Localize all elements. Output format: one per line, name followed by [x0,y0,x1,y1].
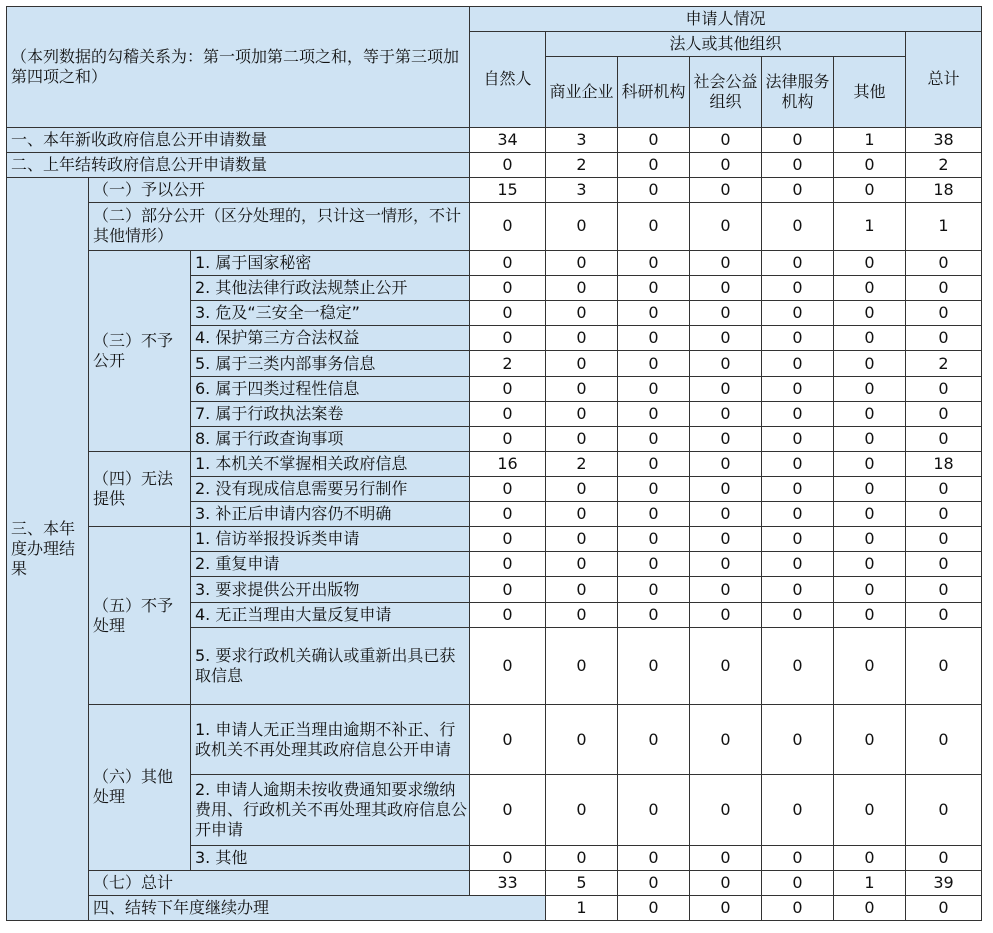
value-cell: 0 [834,177,906,202]
value-cell: 0 [618,705,690,775]
value-cell: 0 [906,301,982,326]
value-cell: 0 [618,845,690,870]
value-cell: 0 [618,627,690,704]
value-cell: 0 [618,202,690,250]
value-cell: 0 [618,351,690,376]
value-cell: 0 [762,326,834,351]
label-no-handle: （五）不予处理 [89,527,191,705]
value-cell: 0 [470,376,546,401]
value-cell: 0 [834,775,906,845]
value-cell: 0 [762,627,834,704]
value-cell: 0 [470,202,546,250]
label-np5: 5. 属于三类内部事务信息 [191,351,470,376]
value-cell: 0 [906,426,982,451]
value-cell: 0 [546,845,618,870]
header-legal-group: 法人或其他组织 [546,32,906,57]
header-business: 商业企业 [546,57,618,127]
value-cell: 0 [906,376,982,401]
value-cell: 0 [690,351,762,376]
value-cell: 0 [834,251,906,276]
value-cell: 0 [470,401,546,426]
value-cell: 0 [618,895,690,920]
value-cell: 0 [690,870,762,895]
value-cell: 0 [470,276,546,301]
value-cell: 0 [546,376,618,401]
value-cell: 0 [690,527,762,552]
value-cell: 0 [834,451,906,476]
value-cell: 0 [690,477,762,502]
label-oh2: 2. 申请人逾期未按收费通知要求缴纳费用、行政机关不再处理其政府信息公开申请 [191,775,470,845]
label-carried-over: 二、上年结转政府信息公开申请数量 [7,152,470,177]
value-cell: 0 [546,552,618,577]
value-cell: 0 [546,602,618,627]
value-cell: 0 [470,577,546,602]
value-cell: 16 [470,451,546,476]
value-cell: 0 [618,152,690,177]
value-cell: 0 [834,326,906,351]
value-cell: 0 [546,477,618,502]
value-cell: 0 [618,577,690,602]
value-cell: 0 [470,251,546,276]
value-cell: 0 [690,602,762,627]
disclosure-stats-table [6,6,982,921]
value-cell: 0 [762,301,834,326]
value-cell: 0 [690,895,762,920]
label-np7: 7. 属于行政执法案卷 [191,401,470,426]
row-partial [7,202,982,250]
value-cell: 0 [834,895,906,920]
value-cell: 0 [618,602,690,627]
row-u1 [7,451,982,476]
value-cell: 0 [762,351,834,376]
value-cell: 0 [834,477,906,502]
value-cell: 0 [834,845,906,870]
value-cell: 0 [906,552,982,577]
row-nh1 [7,527,982,552]
label-new-requests: 一、本年新收政府信息公开申请数量 [7,127,470,152]
value-cell: 0 [690,127,762,152]
value-cell: 0 [906,401,982,426]
label-nh3: 3. 要求提供公开出版物 [191,577,470,602]
value-cell: 0 [834,276,906,301]
value-cell: 0 [470,152,546,177]
value-cell: 0 [906,326,982,351]
value-cell: 0 [546,326,618,351]
value-cell: 0 [546,351,618,376]
value-cell: 0 [762,276,834,301]
value-cell: 0 [546,577,618,602]
label-partial: （二）部分公开（区分处理的，只计这一情形，不计其他情形） [89,202,470,250]
label-nh4: 4. 无正当理由大量反复申请 [191,602,470,627]
value-cell: 33 [470,870,546,895]
value-cell: 0 [546,527,618,552]
value-cell: 0 [470,301,546,326]
row-subtotal [7,870,982,895]
value-cell: 0 [470,602,546,627]
value-cell: 0 [470,775,546,845]
label-next-year: 四、结转下年度继续办理 [89,895,546,920]
value-cell: 38 [906,127,982,152]
value-cell: 0 [762,845,834,870]
value-cell: 34 [470,127,546,152]
value-cell: 0 [906,845,982,870]
value-cell: 0 [618,177,690,202]
value-cell: 0 [906,577,982,602]
value-cell: 0 [834,376,906,401]
value-cell: 0 [762,202,834,250]
label-oh1: 1. 申请人无正当理由逾期不补正、行政机关不再处理其政府信息公开申请 [191,705,470,775]
value-cell: 0 [762,870,834,895]
value-cell: 0 [762,477,834,502]
value-cell: 0 [618,426,690,451]
value-cell: 0 [834,152,906,177]
value-cell: 0 [690,845,762,870]
value-cell: 0 [834,502,906,527]
value-cell: 18 [906,177,982,202]
value-cell: 0 [618,477,690,502]
value-cell: 5 [546,870,618,895]
value-cell: 0 [762,251,834,276]
value-cell: 0 [762,602,834,627]
value-cell: 0 [762,775,834,845]
value-cell: 18 [906,451,982,476]
value-cell: 2 [470,351,546,376]
value-cell: 0 [546,775,618,845]
value-cell: 0 [618,127,690,152]
value-cell: 0 [762,502,834,527]
value-cell: 0 [762,127,834,152]
value-cell: 0 [618,376,690,401]
value-cell: 0 [690,401,762,426]
value-cell: 0 [618,251,690,276]
value-cell: 0 [470,705,546,775]
value-cell: 1 [834,127,906,152]
header-note: （本列数据的勾稽关系为：第一项加第二项之和，等于第三项加第四项之和） [7,7,470,128]
value-cell: 1 [834,202,906,250]
value-cell: 0 [470,426,546,451]
header-legal-service: 法律服务机构 [762,57,834,127]
value-cell: 0 [906,602,982,627]
value-cell: 0 [906,276,982,301]
label-np2: 2. 其他法律行政法规禁止公开 [191,276,470,301]
row-granted [7,177,982,202]
value-cell: 0 [546,705,618,775]
value-cell: 1 [906,202,982,250]
label-u2: 2. 没有现成信息需要另行制作 [191,477,470,502]
value-cell: 0 [618,775,690,845]
value-cell: 0 [470,845,546,870]
label-nh1: 1. 信访举报投诉类申请 [191,527,470,552]
label-np8: 8. 属于行政查询事项 [191,426,470,451]
value-cell: 0 [834,301,906,326]
header-natural-person: 自然人 [470,32,546,127]
value-cell: 0 [618,527,690,552]
value-cell: 0 [690,705,762,775]
value-cell: 0 [906,251,982,276]
value-cell: 0 [470,552,546,577]
row-new-requests [7,127,982,152]
header-applicant-situation: 申请人情况 [470,7,982,32]
value-cell: 0 [690,326,762,351]
value-cell: 0 [618,401,690,426]
value-cell: 0 [762,895,834,920]
value-cell: 2 [546,152,618,177]
value-cell: 2 [906,152,982,177]
value-cell: 0 [546,426,618,451]
label-u1: 1. 本机关不掌握相关政府信息 [191,451,470,476]
value-cell: 1 [834,870,906,895]
label-np4: 4. 保护第三方合法权益 [191,326,470,351]
value-cell: 0 [690,552,762,577]
label-other-handle: （六）其他处理 [89,705,191,871]
value-cell: 0 [834,552,906,577]
value-cell: 0 [618,451,690,476]
value-cell: 0 [762,451,834,476]
value-cell: 0 [690,177,762,202]
value-cell: 0 [834,602,906,627]
value-cell: 0 [470,527,546,552]
label-granted: （一）予以公开 [89,177,470,202]
value-cell: 0 [546,627,618,704]
header-social: 社会公益组织 [690,57,762,127]
row-oh1 [7,705,982,775]
value-cell: 0 [762,177,834,202]
value-cell: 0 [906,705,982,775]
value-cell: 0 [546,301,618,326]
value-cell: 0 [834,426,906,451]
value-cell: 0 [906,527,982,552]
value-cell: 0 [618,326,690,351]
value-cell: 0 [906,775,982,845]
value-cell: 1 [546,895,618,920]
label-np3: 3. 危及“三安全一稳定” [191,301,470,326]
value-cell: 0 [834,527,906,552]
value-cell: 0 [762,577,834,602]
value-cell: 3 [546,177,618,202]
value-cell: 0 [762,401,834,426]
value-cell: 0 [546,276,618,301]
value-cell: 0 [546,401,618,426]
value-cell: 2 [546,451,618,476]
value-cell: 0 [762,426,834,451]
value-cell: 0 [834,627,906,704]
value-cell: 0 [470,627,546,704]
label-oh3: 3. 其他 [191,845,470,870]
label-results: 三、本年度办理结果 [7,177,89,920]
value-cell: 0 [690,152,762,177]
value-cell: 0 [690,577,762,602]
value-cell: 0 [762,527,834,552]
value-cell: 0 [906,627,982,704]
value-cell: 0 [690,251,762,276]
value-cell: 0 [906,502,982,527]
label-not-public: （三）不予公开 [89,251,191,452]
value-cell: 0 [690,502,762,527]
value-cell: 0 [690,451,762,476]
value-cell: 3 [546,127,618,152]
row-next-year [7,895,982,920]
value-cell: 0 [834,577,906,602]
value-cell: 0 [618,870,690,895]
value-cell: 0 [906,895,982,920]
value-cell: 0 [690,775,762,845]
row-np1 [7,251,982,276]
value-cell: 0 [762,552,834,577]
label-np6: 6. 属于四类过程性信息 [191,376,470,401]
value-cell: 0 [618,502,690,527]
header-other: 其他 [834,57,906,127]
value-cell: 0 [546,502,618,527]
value-cell: 0 [762,152,834,177]
value-cell: 39 [906,870,982,895]
row-carried-over [7,152,982,177]
value-cell: 0 [834,401,906,426]
value-cell: 0 [618,301,690,326]
value-cell: 0 [762,705,834,775]
value-cell: 15 [470,177,546,202]
value-cell: 0 [834,705,906,775]
value-cell: 0 [546,251,618,276]
value-cell: 0 [906,477,982,502]
header-research: 科研机构 [618,57,690,127]
value-cell: 0 [690,627,762,704]
value-cell: 0 [690,202,762,250]
value-cell: 2 [906,351,982,376]
value-cell: 0 [470,477,546,502]
label-u3: 3. 补正后申请内容仍不明确 [191,502,470,527]
value-cell: 0 [690,276,762,301]
value-cell: 0 [618,552,690,577]
value-cell: 0 [762,376,834,401]
value-cell: 0 [690,426,762,451]
label-nh5: 5. 要求行政机关确认或重新出具已获取信息 [191,627,470,704]
label-nh2: 2. 重复申请 [191,552,470,577]
header-total: 总计 [906,32,982,127]
value-cell: 0 [690,376,762,401]
label-np1: 1. 属于国家秘密 [191,251,470,276]
label-subtotal: （七）总计 [89,870,470,895]
value-cell: 0 [470,502,546,527]
value-cell: 0 [618,276,690,301]
label-unable: （四）无法提供 [89,451,191,526]
value-cell: 0 [834,351,906,376]
value-cell: 0 [470,326,546,351]
value-cell: 0 [690,301,762,326]
value-cell: 0 [546,202,618,250]
